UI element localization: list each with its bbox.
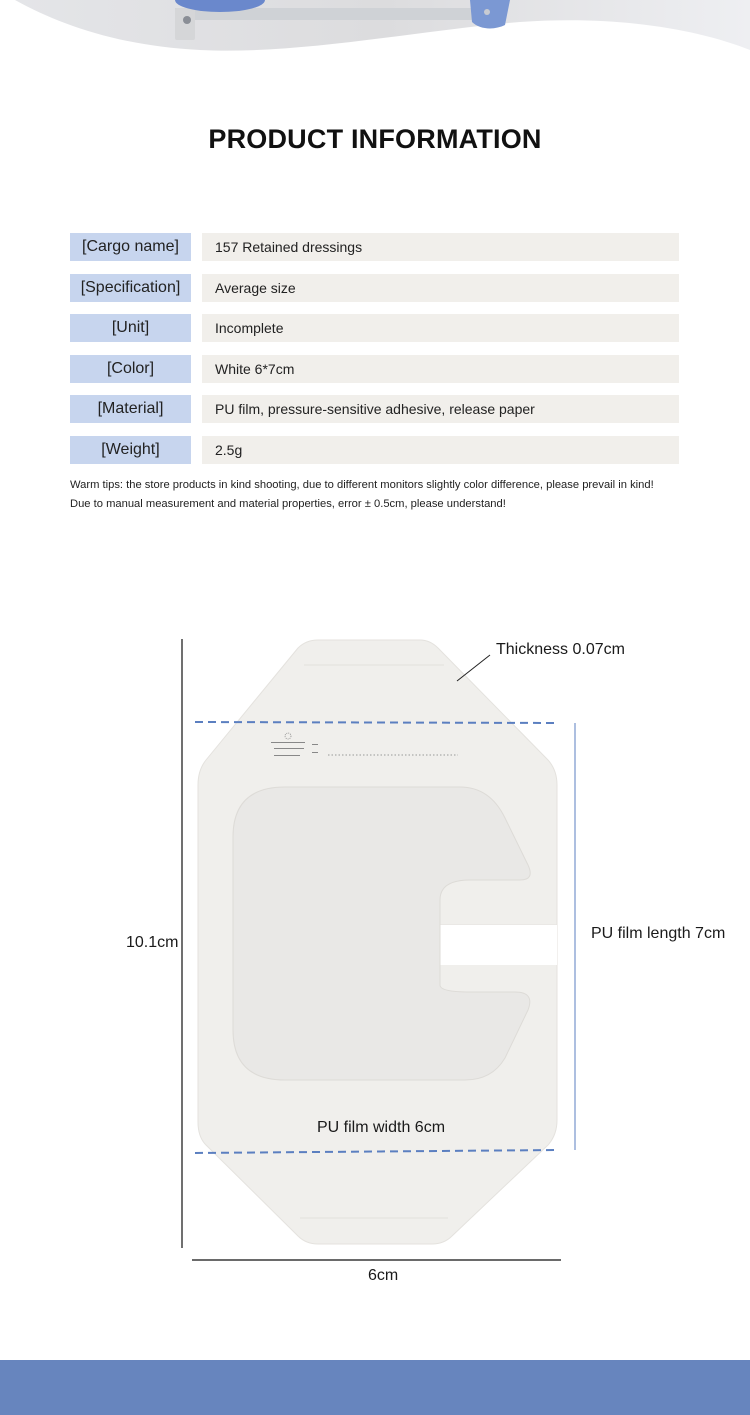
table-row (70, 233, 679, 261)
table-row (70, 395, 679, 423)
table-row (70, 314, 679, 342)
total-height-label: 10.1cm (126, 934, 179, 951)
table-row (70, 436, 679, 464)
row-label: [Material] (70, 395, 191, 423)
table-row (70, 274, 679, 302)
dressing-illustration-icon (0, 600, 750, 1320)
hero-photo-icon (0, 0, 750, 60)
hero-image-fragment (0, 0, 750, 60)
row-label: [Color] (70, 355, 191, 383)
footer-band (0, 1360, 750, 1415)
total-width-label: 6cm (368, 1267, 399, 1284)
page-title: PRODUCT INFORMATION (208, 124, 542, 154)
warm-tips (70, 476, 710, 514)
row-label: [Unit] (70, 314, 191, 342)
row-value: White 6*7cm (202, 355, 679, 383)
row-value: Incomplete (202, 314, 679, 342)
film-length-label: PU film length 7cm (591, 925, 726, 942)
row-label: [Specification] (70, 274, 191, 302)
row-value: 157 Retained dressings (202, 233, 679, 261)
dimension-diagram (0, 600, 750, 1320)
table-row (70, 355, 679, 383)
row-value: PU film, pressure-sensitive adhesive, release paper (202, 395, 679, 423)
thickness-label: Thickness 0.07cm (496, 641, 625, 658)
tips-line-2: Due to manual measurement and material properties, error ± 0.5cm, please understand! (70, 498, 506, 510)
row-label: [Weight] (70, 436, 191, 464)
product-info-table (70, 233, 679, 476)
tips-line-1: Warm tips: the store products in kind shooting, due to different monitors slightly color difference, please prevail in kind! (70, 479, 654, 491)
film-width-label: PU film width 6cm (317, 1119, 446, 1136)
row-value: Average size (202, 274, 679, 302)
row-value: 2.5g (202, 436, 679, 464)
row-label: [Cargo name] (70, 233, 191, 261)
